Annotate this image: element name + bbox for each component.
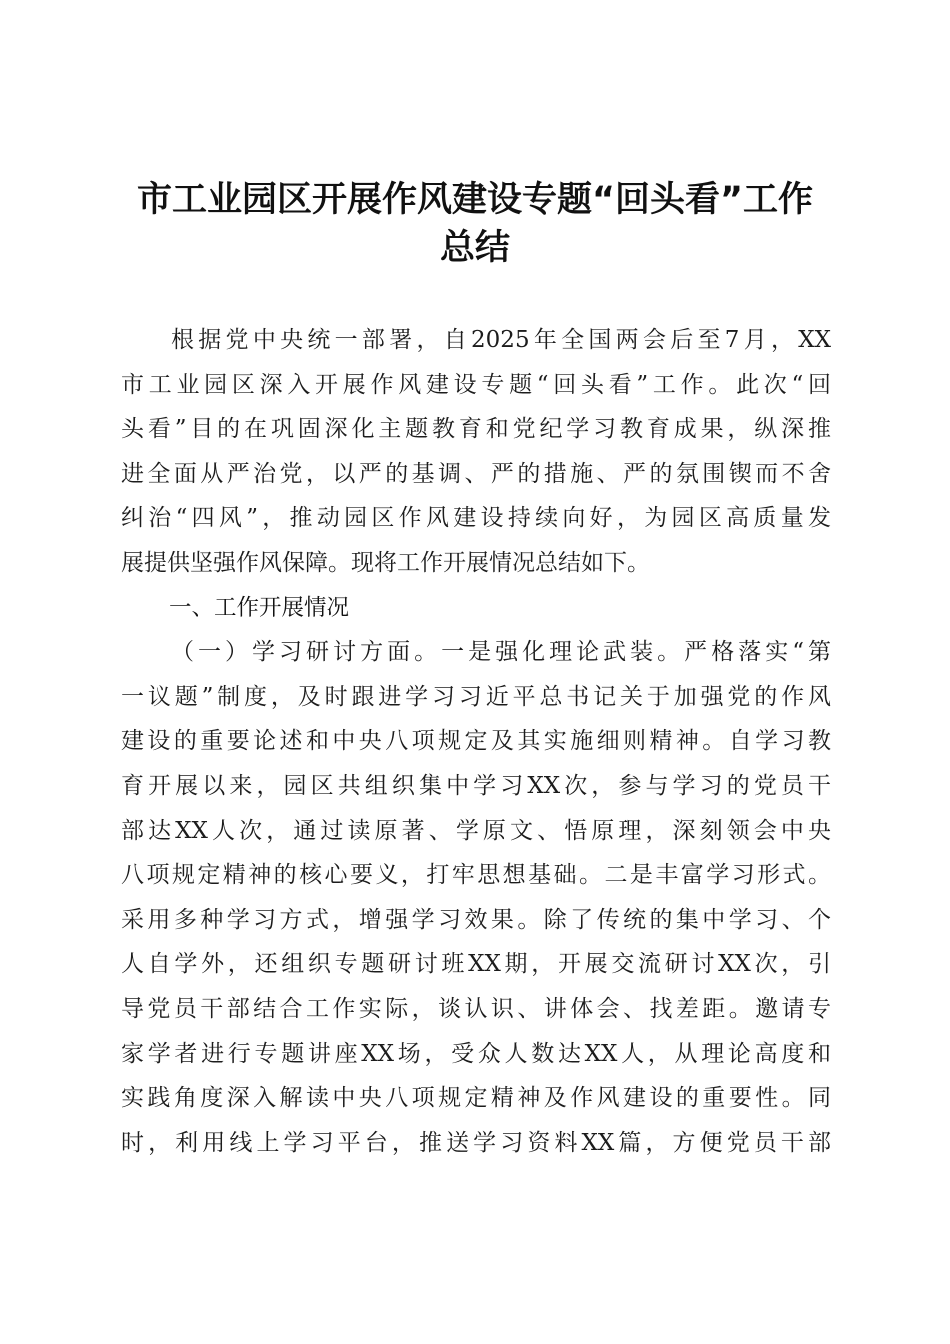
document-title [110, 176, 840, 272]
text-line: 家学者进行专题讲座XX场，受众人数达XX人，从理论高度和 [121, 1040, 831, 1067]
text-line: 时，利用线上学习平台，推送学习资料XX篇，方便党员干部 [121, 1129, 831, 1156]
text-line: 一议题”制度，及时跟进学习习近平总书记关于加强党的作风 [121, 683, 831, 710]
text-line: 市工业园区深入开展作风建设专题“回头看”工作。此次“回 [121, 371, 831, 398]
title-line-1: 市工业园区开展作风建设专题“回头看”工作 [136, 180, 813, 220]
study-paragraph [121, 630, 831, 1165]
text-line: 进全面从严治党，以严的基调、严的措施、严的氛围锲而不舍 [121, 460, 831, 487]
title-line-2: 总结 [439, 228, 510, 268]
text-line: 采用多种学习方式，增强学习效果。除了传统的集中学习、个 [121, 906, 831, 933]
text-line: 展提供坚强作风保障。现将工作开展情况总结如下。 [121, 549, 650, 576]
text-line: （一）学习研讨方面。一是强化理论武装。严格落实“第 [171, 639, 831, 666]
text-line: 实践角度深入解读中央八项规定精神及作风建设的重要性。同 [121, 1085, 831, 1112]
intro-paragraph [121, 318, 831, 586]
text-line: 部达XX人次，通过读原著、学原文、悟原理，深刻领会中央 [121, 817, 831, 844]
text-line: 导党员干部结合工作实际，谈认识、讲体会、找差距。邀请专 [121, 995, 831, 1022]
section-heading: 一、工作开展情况 [169, 594, 350, 621]
text-line: 八项规定精神的核心要义，打牢思想基础。二是丰富学习形式。 [121, 862, 831, 889]
text-line: 人自学外，还组织专题研讨班XX期，开展交流研讨XX次，引 [121, 951, 831, 978]
text-line: 根据党中央统一部署，自2025年全国两会后至7月，XX [171, 327, 831, 353]
text-line: 建设的重要论述和中央八项规定及其实施细则精神。自学习教 [121, 728, 831, 755]
text-line: 育开展以来，园区共组织集中学习XX次，参与学习的党员干 [121, 772, 831, 799]
document-body [121, 318, 831, 1165]
text-line: 纠治“四风”，推动园区作风建设持续向好，为园区高质量发 [121, 505, 831, 532]
text-line: 头看”目的在巩固深化主题教育和党纪学习教育成果，纵深推 [121, 416, 831, 443]
